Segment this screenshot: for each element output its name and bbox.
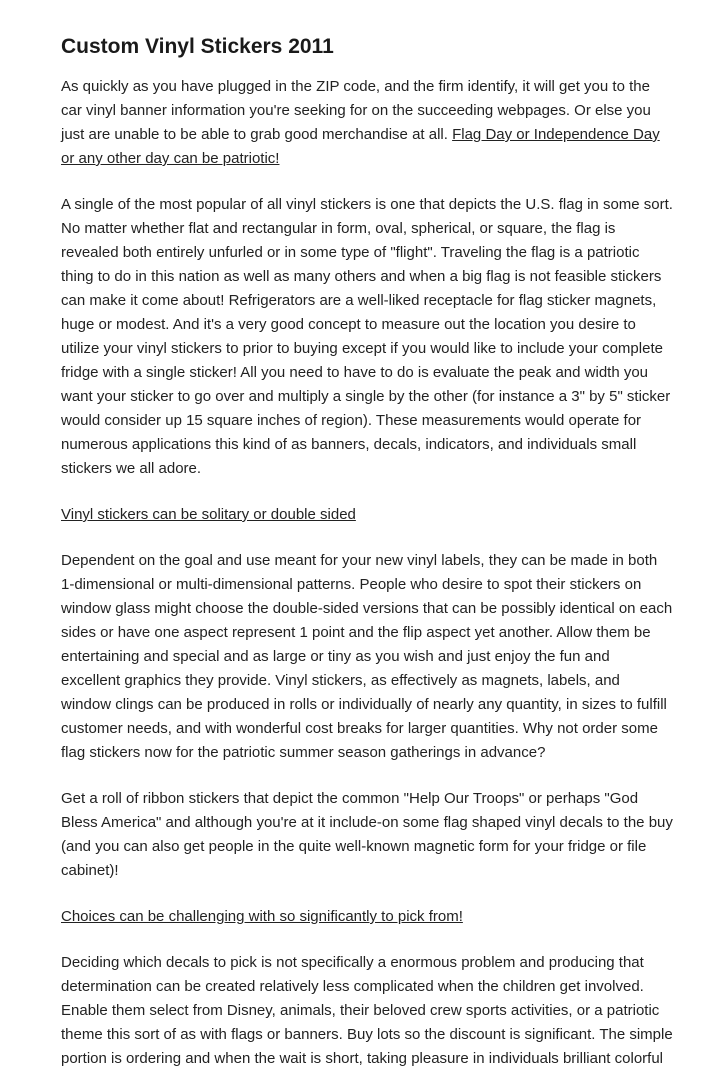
- paragraph-ribbon-stickers: Get a roll of ribbon stickers that depict the common "Help Our Troops" or perhaps "God Bless America" and although you're at it include-on some flag shaped vinyl decals to the buy (and you can also get people in the quite well-known magnetic form for your fridge or file cabinet)!: [61, 790, 673, 879]
- heading-link-solitary-double-sided[interactable]: Vinyl stickers can be solitary or double sided: [61, 506, 356, 523]
- paragraph-intro: [61, 75, 673, 171]
- heading-link-choices[interactable]: Choices can be challenging with so significantly to pick from!: [61, 908, 463, 925]
- patriotic-link[interactable]: Flag Day or Independence Day or any other day can be patriotic!: [61, 126, 660, 167]
- document-page: [61, 32, 673, 1071]
- section-link-choices: [61, 905, 673, 929]
- section-link-solitary-double-sided: [61, 503, 673, 527]
- page-title: Custom Vinyl Stickers 2011: [61, 35, 334, 58]
- paragraph-intro-text: As quickly as you have plugged in the ZIP code, and the firm identify, it will get you to the car vinyl banner information you're seeking for on the succeeding webpages. Or else you just are unable to be able to grab good merchandise at all.: [61, 78, 651, 143]
- paragraph-flag-stickers: A single of the most popular of all vinyl stickers is one that depicts the U.S. flag in some sort. No matter whether flat and rectangular in form, oval, spherical, or square, the flag is revealed both entirely unfurled or in some type of "flight". Traveling the flag is a patriotic thing to do in this nation as well as many others and when a big flag is not feasible stickers can make it come about! Refrigerators are a well-liked receptacle for flag sticker magnets, huge or modest. And it's a very good concept to measure out the location you desire to utilize your vinyl stickers to prior to buying except if you would like to include your complete fridge with a single sticker! All you need to have to do is evaluate the peak and width you want your sticker to go over and multiply a single by the other (for instance a 3" by 5" sticker would consider up 15 square inches of region). These measurements would operate for numerous applications this kind of as banners, decals, indicators, and individuals small stickers we all adore.: [61, 196, 673, 477]
- paragraph-dimensional-patterns: Dependent on the goal and use meant for your new vinyl labels, they can be made in both 1-dimensional or multi-dimensional patterns. People who desire to spot their stickers on window glass might choose the double-sided versions that can be possibly identical on each sides or have one aspect represent 1 point and the flip aspect yet another. Allow them be entertaining and special and as large or tiny as you wish and just enjoy the fun and excellent graphics they provide. Vinyl stickers, as effectively as magnets, labels, and window clings can be produced in rolls or individually of nearly any quantity, in sizes to fulfill customer needs, and with wonderful cost breaks for larger quantities. Why not order some flag stickers now for the patriotic summer season gatherings in advance?: [61, 552, 673, 761]
- paragraph-deciding-decals: Deciding which decals to pick is not specifically a enormous problem and producing that determination can be created relatively less complicated when the children get involved. Enable them select from Disney, animals, their beloved crew sports activities, or a patriotic theme this sort of as with flags or banners. Buy lots so the discount is significant. The simple portion is ordering and when the wait is short, taking pleasure in individuals brilliant colorful: [61, 954, 673, 1067]
